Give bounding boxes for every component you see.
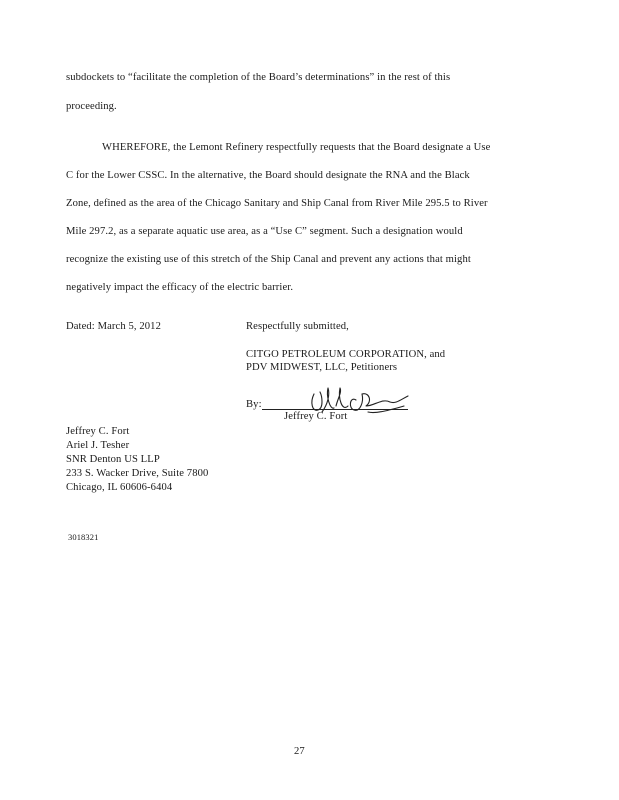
paragraph-2-line-4: Mile 297.2, as a separate aquatic use area, as a “Use C” segment. Such a designation would <box>66 226 463 237</box>
paragraph-1-line-1: subdockets to “facilitate the completion of the Board’s determinations” in the rest of this <box>66 72 451 83</box>
page-number: 27 <box>294 746 305 757</box>
paragraph-2-line-6: negatively impact the efficacy of the electric barrier. <box>66 282 294 293</box>
paragraph-1-line-2: proceeding. <box>66 101 117 112</box>
counsel-line-2: Ariel J. Tesher <box>66 440 130 451</box>
counsel-line-4: 233 S. Wacker Drive, Suite 7800 <box>66 468 209 479</box>
by-label: By: <box>246 399 262 410</box>
paragraph-2-line-2: C for the Lower CSSC. In the alternative, the Board should designate the RNA and the Black <box>66 170 470 181</box>
signer-name: Jeffrey C. Fort <box>284 411 348 422</box>
paragraph-2-line-5: recognize the existing use of this stretch of the Ship Canal and prevent any actions that might <box>66 254 471 265</box>
counsel-line-3: SNR Denton US LLP <box>66 454 160 465</box>
document-number: 3018321 <box>68 532 99 542</box>
company-line-2: PDV MIDWEST, LLC, Petitioners <box>246 362 398 373</box>
company-line-1: CITGO PETROLEUM CORPORATION, and <box>246 349 446 360</box>
dated-line: Dated: March 5, 2012 <box>66 321 161 332</box>
paragraph-2-line-3: Zone, defined as the area of the Chicago Sanitary and Ship Canal from River Mile 295.5 to River <box>66 198 488 209</box>
counsel-line-5: Chicago, IL 60606-6404 <box>66 482 173 493</box>
counsel-line-1: Jeffrey C. Fort <box>66 426 130 437</box>
respectfully-submitted: Respectfully submitted, <box>246 321 349 332</box>
paragraph-2-line-1: WHEREFORE, the Lemont Refinery respectfully requests that the Board designate a Use <box>102 142 491 153</box>
